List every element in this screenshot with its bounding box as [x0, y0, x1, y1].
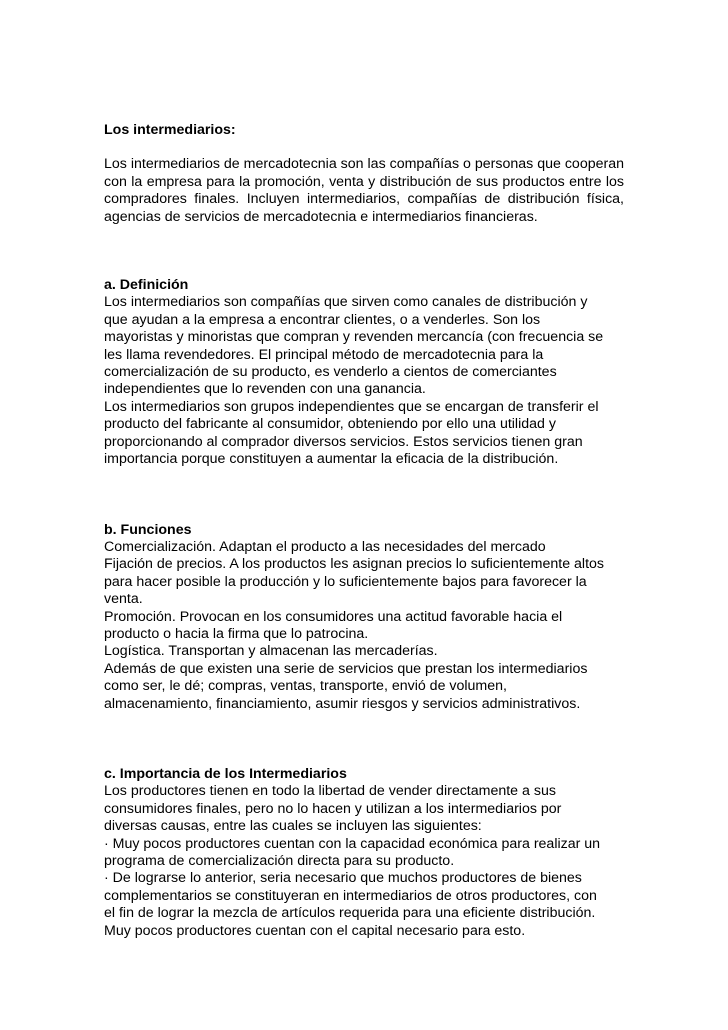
section-definicion-body: [104, 294, 624, 468]
text-line: mayoristas y minoristas que compran y revenden mercancía (con frecuencia se: [104, 329, 604, 346]
text-line: el fin de lograr la mezcla de artículos requerida para una eficiente distribución.: [104, 905, 596, 922]
text-line: Promoción. Provocan en los consumidores una actitud favorable hacia el: [104, 608, 563, 625]
text-line: Los productores tienen en todo la libertad de vender directamente a sus: [104, 783, 556, 800]
section-intro: [104, 122, 624, 226]
text-line: Fijación de precios. A los productos les asignan precios lo suficientemente altos: [104, 556, 604, 573]
section-importancia-title: c. Importancia de los Intermediarios: [104, 765, 347, 782]
text-line: independientes que lo revenden con una ganancia.: [104, 381, 426, 398]
text-line: complementarios se constituyeran en intermediarios de otros productores, con: [104, 887, 597, 904]
section-definicion-title: a. Definición: [104, 277, 189, 294]
text-line: comercialización de su producto, es venderlo a cientos de comerciantes: [104, 364, 557, 381]
text-line: Los intermediarios son grupos independientes que se encargan de transferir el: [104, 398, 599, 415]
text-line: como ser, le dé; compras, ventas, transporte, envió de volumen,: [104, 678, 507, 695]
text-line: que ayudan a la empresa a encontrar clientes, o a venderles. Son los: [104, 311, 541, 328]
text-line: diversas causas, entre las cuales se incluyen las siguientes:: [104, 818, 482, 835]
text-line: Además de que existen una serie de servicios que prestan los intermediarios: [104, 660, 588, 677]
section-intro-body: Los intermediarios de mercadotecnia son las compañías o personas que cooperan con la empresa para la promoción, venta y distribución de sus productos entre los compradores finales. Incluyen intermediarios, compañías de distribución física, agencias de servicios de mercadotecnia e intermediarios financieras.: [104, 156, 624, 225]
text-line: · Muy pocos productores cuentan con la capacidad económica para realizar un: [104, 835, 601, 852]
text-line: importancia porque constituyen a aumentar la eficacia de la distribución.: [104, 451, 559, 468]
text-line: para hacer posible la producción y lo suficientemente bajos para favorecer la: [104, 573, 587, 590]
text-line: producto del fabricante al consumidor, obteniendo por ello una utilidad y: [104, 416, 556, 433]
text-line: programa de comercialización directa para su producto.: [104, 853, 455, 869]
section-definicion: [104, 277, 624, 468]
section-funciones-body: [104, 539, 624, 713]
text-line: Los intermediarios son compañías que sirven como canales de distribución y: [104, 294, 588, 311]
section-funciones-title: b. Funciones: [104, 521, 192, 538]
section-intro-title: Los intermediarios:: [104, 122, 236, 138]
text-line: Comercialización. Adaptan el producto a las necesidades del mercado: [104, 538, 546, 555]
section-importancia: [104, 766, 624, 940]
text-line: · De lograrse lo anterior, seria necesario que muchos productores de bienes: [104, 870, 582, 887]
text-line: proporcionando al comprador diversos servicios. Estos servicios tienen gran: [104, 433, 583, 450]
document-page: [104, 122, 624, 940]
text-line: venta.: [104, 591, 143, 608]
text-line: almacenamiento, financiamiento, asumir riesgos y servicios administrativos.: [104, 695, 581, 712]
section-importancia-body: [104, 783, 624, 940]
section-funciones: [104, 522, 624, 713]
text-line: producto o hacia la firma que lo patrocina.: [104, 625, 369, 642]
text-line: Muy pocos productores cuentan con el capital necesario para esto.: [104, 922, 526, 939]
text-line: les llama revendedores. El principal método de mercadotecnia para la: [104, 346, 544, 363]
text-line: Logística. Transportan y almacenan las mercaderías.: [104, 643, 438, 660]
text-line: consumidores finales, pero no lo hacen y utilizan a los intermediarios por: [104, 800, 562, 817]
